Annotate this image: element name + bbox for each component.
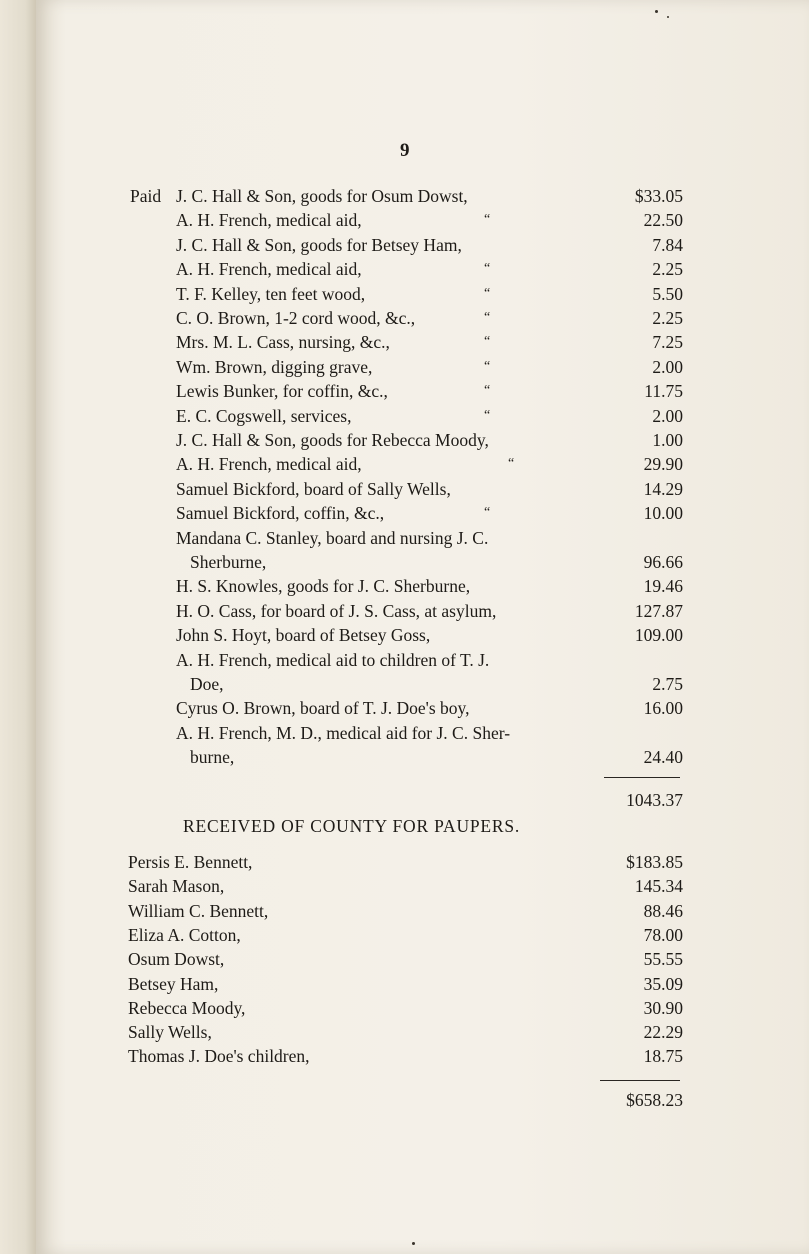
pauper-name: Persis E. Bennett,: [128, 852, 253, 872]
expense-row: [0, 330, 809, 354]
county-row: [0, 996, 809, 1020]
county-amount: 18.75: [643, 1046, 683, 1067]
pauper-name: Sarah Mason,: [128, 876, 225, 897]
ditto-mark: “: [484, 505, 491, 521]
expense-row: [0, 574, 809, 598]
expense-amount: 2.00: [652, 356, 683, 377]
expense-description: Samuel Bickford, coffin, &c.,: [176, 503, 385, 524]
ditto-mark: “: [484, 310, 491, 325]
expense-row: [0, 550, 809, 574]
expense-amount: 24.40: [643, 747, 683, 768]
expense-row: [0, 721, 809, 745]
expense-total-row: [0, 788, 809, 812]
expense-row: [0, 452, 809, 476]
expense-amount: 14.29: [643, 478, 683, 499]
ditto-mark: “: [484, 212, 491, 228]
page-number: 9: [400, 140, 410, 161]
expense-row: [0, 696, 809, 720]
expense-description: Doe,: [190, 674, 224, 694]
expense-description: A. H. French, M. D., medical aid for J. C. Sher-: [176, 722, 511, 743]
ditto-mark: “: [508, 456, 515, 472]
expense-description: Lewis Bunker, for coffin, &c.,: [176, 381, 388, 402]
county-amount: 88.46: [643, 900, 683, 921]
expense-row: [0, 404, 809, 428]
expense-amount: 29.90: [643, 454, 683, 475]
expense-amount: 96.66: [643, 552, 683, 572]
expense-row: [0, 648, 809, 672]
expense-description: John S. Hoyt, board of Betsey Goss,: [176, 625, 431, 646]
expense-description: Samuel Bickford, board of Sally Wells,: [176, 478, 451, 499]
county-amount: 78.00: [643, 924, 683, 945]
expense-amount: 109.00: [634, 625, 683, 646]
expense-row: [0, 257, 809, 281]
county-row: [0, 923, 809, 947]
paid-prefix: Paid: [130, 186, 162, 206]
expense-amount: 19.46: [643, 576, 683, 597]
expense-row: [0, 379, 809, 403]
expense-description: A. H. French, medical aid,: [176, 210, 362, 231]
expense-description: Mrs. M. L. Cass, nursing, &c.,: [176, 332, 390, 353]
county-amount: 35.09: [643, 973, 683, 994]
expense-row: [0, 623, 809, 647]
expense-description: Cyrus O. Brown, board of T. J. Doe's boy,: [176, 698, 470, 719]
expense-amount: 2.25: [652, 308, 683, 328]
expense-row: [0, 184, 809, 208]
expense-description: Mandana C. Stanley, board and nursing J. C.: [176, 527, 489, 548]
expense-description: J. C. Hall & Son, goods for Betsey Ham,: [176, 234, 462, 255]
expense-description: H. O. Cass, for board of J. S. Cass, at asylum,: [176, 600, 497, 621]
county-amount: 55.55: [643, 949, 683, 970]
expense-description: Wm. Brown, digging grave,: [176, 356, 373, 377]
pauper-name: Osum Dowst,: [128, 949, 225, 970]
county-row: [0, 1044, 809, 1068]
expense-row: [0, 355, 809, 379]
expense-amount: 22.50: [643, 210, 683, 231]
expense-description: T. F. Kelley, ten feet wood,: [176, 283, 366, 304]
expense-row: [0, 526, 809, 550]
county-section-heading: RECEIVED OF COUNTY FOR PAUPERS.: [183, 816, 521, 836]
expense-description: J. C. Hall & Son, goods for Osum Dowst,: [176, 186, 468, 206]
expense-description: Sherburne,: [190, 552, 267, 572]
expense-row: [0, 233, 809, 257]
expense-amount: 16.00: [643, 698, 683, 719]
expense-row: [0, 477, 809, 501]
county-row: [0, 850, 809, 874]
expense-amount: 5.50: [652, 283, 683, 304]
expense-total: 1043.37: [626, 790, 683, 810]
expense-description: A. H. French, medical aid to children of T. J.: [176, 649, 490, 670]
expense-row: [0, 745, 809, 769]
county-row: [0, 1020, 809, 1044]
expense-amount: 7.84: [652, 234, 683, 255]
ditto-mark: “: [484, 334, 491, 350]
county-total-rule: [600, 1080, 680, 1081]
expense-row: [0, 428, 809, 452]
expense-row: [0, 672, 809, 696]
expense-description: J. C. Hall & Son, goods for Rebecca Moody,: [176, 430, 489, 450]
expense-description: C. O. Brown, 1-2 cord wood, &c.,: [176, 308, 416, 328]
ditto-mark: “: [484, 285, 491, 301]
pauper-name: William C. Bennett,: [128, 900, 269, 921]
pauper-name: Rebecca Moody,: [128, 997, 246, 1018]
ink-speck: [667, 16, 669, 18]
expense-amount: 2.25: [652, 259, 683, 280]
ditto-mark: “: [484, 407, 491, 423]
expense-row: [0, 306, 809, 330]
expense-amount: 127.87: [634, 600, 683, 621]
expense-row: [0, 501, 809, 525]
expense-description: A. H. French, medical aid,: [176, 259, 362, 280]
expense-description: burne,: [190, 747, 235, 768]
ink-speck: [412, 1242, 415, 1245]
expense-description: E. C. Cogswell, services,: [176, 405, 352, 426]
expense-amount: 10.00: [643, 503, 683, 524]
expense-total-rule: [604, 777, 680, 778]
pauper-name: Eliza A. Cotton,: [128, 924, 241, 945]
pauper-name: Thomas J. Doe's children,: [128, 1046, 310, 1067]
expense-description: A. H. French, medical aid,: [176, 454, 362, 475]
ink-speck: [655, 10, 658, 13]
county-amount: 145.34: [634, 876, 683, 897]
expense-amount: 2.00: [652, 405, 683, 426]
county-amount: 22.29: [643, 1022, 683, 1043]
expense-amount: 2.75: [652, 674, 683, 694]
county-row: [0, 899, 809, 923]
expense-row: [0, 282, 809, 306]
county-row: [0, 972, 809, 996]
expense-amount: 1.00: [652, 430, 683, 450]
ditto-mark: “: [484, 358, 491, 374]
county-row: [0, 947, 809, 971]
county-amount: $183.85: [626, 852, 683, 872]
expense-row: [0, 208, 809, 232]
pauper-name: Sally Wells,: [128, 1022, 212, 1043]
pauper-name: Betsey Ham,: [128, 973, 219, 994]
expense-amount: 7.25: [652, 332, 683, 353]
expense-row: [0, 599, 809, 623]
expense-amount: $33.05: [634, 186, 683, 206]
expense-amount: 11.75: [644, 381, 683, 402]
ditto-mark: “: [484, 261, 491, 277]
expense-description: H. S. Knowles, goods for J. C. Sherburne,: [176, 576, 471, 597]
county-total: $658.23: [626, 1090, 683, 1110]
county-row: [0, 874, 809, 898]
county-total-row: [0, 1088, 809, 1112]
county-amount: 30.90: [643, 997, 683, 1018]
ditto-mark: “: [484, 383, 491, 399]
